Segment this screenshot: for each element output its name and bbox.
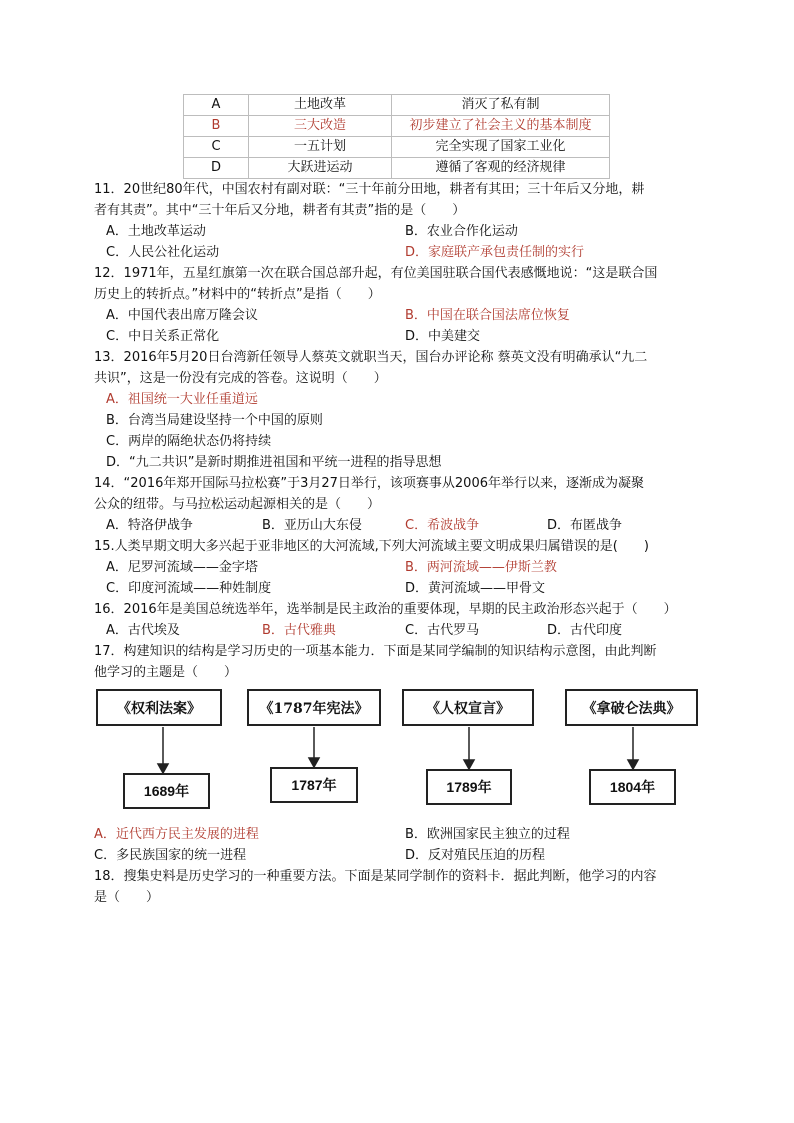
table-cell-event: 三大改造 bbox=[249, 116, 392, 137]
table-row bbox=[184, 158, 610, 179]
q12-stem-line1: 12．1971年，五星红旗第一次在联合国总部升起，有位美国驻联合国代表感慨地说：“这是联合国 bbox=[94, 266, 658, 281]
q14-option-c-answer: C．希波战争 bbox=[405, 518, 480, 533]
q11-option-c: C．人民公社化运动 bbox=[106, 245, 220, 260]
options-table bbox=[183, 94, 610, 179]
table-cell-result: 消灭了私有制 bbox=[392, 95, 610, 116]
table-cell-letter: D bbox=[184, 158, 249, 179]
q18-stem-line2: 是（ ） bbox=[94, 890, 160, 905]
q14-stem-line1: 14．“2016年郑开国际马拉松赛”于3月27日举行，该项赛事从2006年举行以来，逐渐成为凝聚 bbox=[94, 476, 644, 491]
diagram-doc-box: 《权利法案》 bbox=[96, 689, 222, 726]
table-row-answer bbox=[184, 116, 610, 137]
table-cell-result: 初步建立了社会主义的基本制度 bbox=[392, 116, 610, 137]
q11-stem-line2: 者有其责”。其中“三十年后又分地，耕者有其责”指的是（ ） bbox=[94, 203, 466, 218]
table-row bbox=[184, 137, 610, 158]
arrowhead bbox=[158, 764, 168, 773]
q15-stem-line1: 15.人类早期文明大多兴起于亚非地区的大河流域,下列大河流域主要文明成果归属错误的是( ) bbox=[94, 539, 649, 554]
q16-option-c: C．古代罗马 bbox=[405, 623, 480, 638]
q17-stem-line1: 17．构建知识的结构是学习历史的一项基本能力．下面是某同学编制的知识结构示意图，由此判断 bbox=[94, 644, 657, 659]
q16-option-d: D．古代印度 bbox=[547, 623, 623, 638]
diagram-year-box: 1804年 bbox=[589, 769, 676, 805]
table-cell-letter: C bbox=[184, 137, 249, 158]
q12-option-d: D．中美建交 bbox=[405, 329, 481, 344]
table-row bbox=[184, 95, 610, 116]
q11-stem-line1: 11．20世纪80年代，中国农村有副对联：“三十年前分田地，耕者有其田；三十年后又分地，耕 bbox=[94, 182, 645, 197]
diagram-doc-box: 《拿破仑法典》 bbox=[565, 689, 698, 726]
q13-stem-line1: 13．2016年5月20日台湾新任领导人蔡英文就职当天，国台办评论称 蔡英文没有明确承认“九二 bbox=[94, 350, 648, 365]
q12-option-b-answer: B．中国在联合国法席位恢复 bbox=[405, 308, 570, 323]
q14-option-b: B．亚历山大东侵 bbox=[262, 518, 362, 533]
q15-option-a: A．尼罗河流域——金字塔 bbox=[106, 560, 258, 575]
q17-stem-line2: 他学习的主题是（ ） bbox=[94, 665, 238, 680]
arrowhead bbox=[464, 760, 474, 769]
q12-option-c: C．中日关系正常化 bbox=[106, 329, 220, 344]
q12-option-a: A．中国代表出席万隆会议 bbox=[106, 308, 258, 323]
arrowhead bbox=[309, 758, 319, 767]
diagram-doc-box: 《人权宣言》 bbox=[402, 689, 534, 726]
q13-option-b: B．台湾当局建设坚持一个中国的原则 bbox=[106, 413, 323, 428]
diagram-doc-box: 《1787年宪法》 bbox=[247, 689, 381, 726]
q17-option-d: D．反对殖民压迫的历程 bbox=[405, 848, 546, 863]
q17-option-c: C．多民族国家的统一进程 bbox=[94, 848, 247, 863]
q16-option-b-answer: B．古代雅典 bbox=[262, 623, 336, 638]
table-cell-result: 完全实现了国家工业化 bbox=[392, 137, 610, 158]
q11-option-a: A．土地改革运动 bbox=[106, 224, 206, 239]
q15-option-d: D．黄河流域——甲骨文 bbox=[405, 581, 546, 596]
q14-option-a: A．特洛伊战争 bbox=[106, 518, 193, 533]
q13-stem-line2: 共识”，这是一份没有完成的答卷。这说明（ ） bbox=[94, 371, 387, 386]
q15-option-c: C．印度河流域——种姓制度 bbox=[106, 581, 272, 596]
q16-stem-line1: 16．2016年是美国总统选举年，选举制是民主政治的重要体现，早期的民主政治形态兴起于（ ） bbox=[94, 602, 677, 617]
arrowhead bbox=[628, 760, 638, 769]
q15-option-b-answer: B．两河流域——伊斯兰教 bbox=[405, 560, 557, 575]
table-cell-event: 土地改革 bbox=[249, 95, 392, 116]
q18-stem-line1: 18．搜集史料是历史学习的一种重要方法。下面是某同学制作的资料卡．据此判断，他学习的内容 bbox=[94, 869, 657, 884]
diagram-year-box: 1787年 bbox=[270, 767, 358, 803]
table-cell-letter: A bbox=[184, 95, 249, 116]
q17-option-a-answer: A．近代西方民主发展的进程 bbox=[94, 827, 259, 842]
q17-option-b: B．欧洲国家民主独立的过程 bbox=[405, 827, 570, 842]
q14-stem-line2: 公众的纽带。与马拉松运动起源相关的是（ ） bbox=[94, 497, 381, 512]
q13-option-a-answer: A．祖国统一大业任重道远 bbox=[106, 392, 258, 407]
q14-option-d: D．布匿战争 bbox=[547, 518, 623, 533]
q11-option-b: B．农业合作化运动 bbox=[405, 224, 518, 239]
diagram-year-box: 1689年 bbox=[123, 773, 210, 809]
table-cell-event: 一五计划 bbox=[249, 137, 392, 158]
q12-stem-line2: 历史上的转折点。”材料中的“转折点”是指（ ） bbox=[94, 287, 381, 302]
diagram-year-box: 1789年 bbox=[426, 769, 512, 805]
q13-option-c: C．两岸的隔绝状态仍将持续 bbox=[106, 434, 272, 449]
table-cell-event: 大跃进运动 bbox=[249, 158, 392, 179]
q16-option-a: A．古代埃及 bbox=[106, 623, 180, 638]
table-cell-result: 遵循了客观的经济规律 bbox=[392, 158, 610, 179]
table-cell-letter: B bbox=[184, 116, 249, 137]
q11-option-d-answer: D．家庭联产承包责任制的实行 bbox=[405, 245, 585, 260]
q13-option-d: D．“九二共识”是新时期推进祖国和平统一进程的指导思想 bbox=[106, 455, 442, 470]
